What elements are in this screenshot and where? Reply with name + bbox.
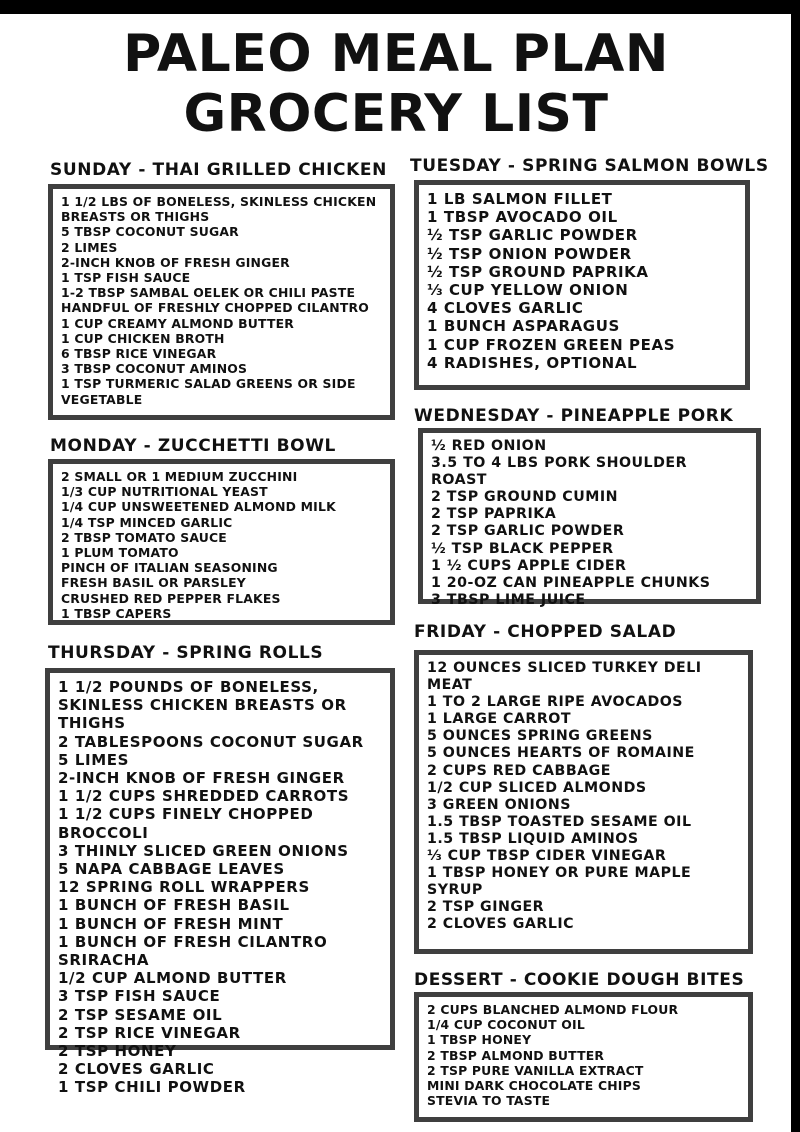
- friday-heading: FRIDAY - CHOPPED SALAD: [414, 622, 677, 642]
- list-item: 1 20-OZ CAN PINEAPPLE CHUNKS: [431, 574, 711, 591]
- list-item: 1 TBSP HONEY: [427, 1032, 532, 1048]
- list-item: 1 1/2 CUPS FINELY CHOPPED BROCCOLI: [58, 805, 314, 842]
- list-item: 1 1/2 LBS OF BONELESS, SKINLESS CHICKEN BREASTS OR THIGHS: [61, 194, 377, 225]
- list-item: 2 TSP GINGER: [427, 899, 545, 916]
- list-item: 5 TBSP COCONUT SUGAR: [61, 224, 239, 240]
- sunday-list: [61, 194, 382, 407]
- thursday-list-box: [45, 668, 395, 1097]
- list-item: CRUSHED RED PEPPER FLAKES: [61, 590, 281, 606]
- list-item: 2 SMALL OR 1 MEDIUM ZUCCHINI: [61, 469, 298, 484]
- list-item: 2-INCH KNOB OF FRESH GINGER: [58, 769, 345, 788]
- tuesday-heading: TUESDAY - SPRING SALMON BOWLS: [410, 156, 769, 176]
- list-item: 1.5 TBSP LIQUID AMINOS: [427, 830, 639, 847]
- list-item: ½ TSP BLACK PEPPER: [431, 540, 614, 557]
- list-item: MINI DARK CHOCOLATE CHIPS: [427, 1078, 642, 1094]
- list-item: 1 PLUM TOMATO: [61, 545, 179, 561]
- list-item: 3 TBSP COCONUT AMINOS: [61, 361, 248, 377]
- list-item: STEVIA TO TASTE: [427, 1093, 551, 1109]
- list-item: 2 TSP GROUND CUMIN: [431, 489, 618, 506]
- list-item: 12 SPRING ROLL WRAPPERS: [58, 878, 310, 897]
- list-item: 1 CUP CHICKEN BROTH: [61, 330, 225, 346]
- list-item: 1 TSP TURMERIC SALAD GREENS OR SIDE VEGETABLE: [61, 376, 356, 407]
- list-item: FRESH BASIL OR PARSLEY: [61, 575, 246, 591]
- list-item: 1 BUNCH ASPARAGUS: [427, 317, 620, 336]
- list-item: 3 GREEN ONIONS: [427, 796, 571, 813]
- list-item: 2 CUPS BLANCHED ALMOND FLOUR: [427, 1002, 679, 1017]
- list-item: ⅓ CUP YELLOW ONION: [427, 281, 629, 300]
- list-item: 3 THINLY SLICED GREEN ONIONS: [58, 841, 349, 860]
- list-item: 2 TSP PURE VANILLA EXTRACT: [427, 1062, 644, 1078]
- list-item: 1/2 CUP ALMOND BUTTER: [58, 969, 287, 988]
- list-item: 5 OUNCES HEARTS OF ROMAINE: [427, 745, 695, 762]
- list-item: 1 LB SALMON FILLET: [427, 190, 613, 208]
- tuesday-list-box: [414, 180, 750, 390]
- dessert-list: [427, 1002, 740, 1108]
- list-item: 1 BUNCH OF FRESH CILANTRO: [58, 932, 328, 951]
- list-item: ½ TSP GROUND PAPRIKA: [427, 262, 649, 281]
- list-item: 2 TSP PAPRIKA: [431, 506, 557, 523]
- tuesday-list: [427, 190, 737, 372]
- right-border: [791, 0, 800, 1132]
- list-item: 1 ½ CUPS APPLE CIDER: [431, 557, 627, 574]
- wednesday-list: [431, 438, 748, 609]
- list-item: 1/4 TSP MINCED GARLIC: [61, 514, 233, 530]
- list-item: 1 BUNCH OF FRESH MINT: [58, 914, 284, 933]
- thursday-list: [58, 678, 382, 1097]
- wednesday-heading: WEDNESDAY - PINEAPPLE PORK: [414, 406, 734, 426]
- friday-list: [427, 660, 740, 934]
- list-item: PINCH OF ITALIAN SEASONING: [61, 560, 278, 576]
- list-item: 1 TO 2 LARGE RIPE AVOCADOS: [427, 694, 684, 711]
- list-item: 1 TBSP HONEY OR PURE MAPLE SYRUP: [427, 865, 692, 899]
- list-item: 2 CUPS RED CABBAGE: [427, 762, 611, 779]
- monday-heading: MONDAY - ZUCCHETTI BOWL: [50, 436, 336, 456]
- list-item: 5 NAPA CABBAGE LEAVES: [58, 860, 285, 879]
- list-item: 1 LARGE CARROT: [427, 711, 572, 728]
- list-item: 1 CUP FROZEN GREEN PEAS: [427, 335, 676, 354]
- list-item: 1.5 TBSP TOASTED SESAME OIL: [427, 813, 692, 830]
- list-item: 2 TBSP ALMOND BUTTER: [427, 1047, 605, 1063]
- list-item: 2 CLOVES GARLIC: [58, 1060, 215, 1079]
- title-line-2: GROCERY LIST: [183, 84, 609, 144]
- thursday-heading: THURSDAY - SPRING ROLLS: [48, 643, 324, 663]
- list-item: 2 TSP HONEY: [58, 1042, 177, 1061]
- list-item: 4 CLOVES GARLIC: [427, 299, 584, 318]
- list-item: ⅓ CUP TBSP CIDER VINEGAR: [427, 848, 667, 865]
- list-item: 4 RADISHES, OPTIONAL: [427, 353, 638, 372]
- list-item: 2 TABLESPOONS COCONUT SUGAR: [58, 732, 364, 751]
- list-item: 1-2 TBSP SAMBAL OELEK OR CHILI PASTE: [61, 285, 356, 301]
- list-item: 1 1/2 CUPS SHREDDED CARROTS: [58, 787, 350, 806]
- list-item: 2 TBSP TOMATO SAUCE: [61, 529, 227, 545]
- list-item: 2 TSP SESAME OIL: [58, 1005, 223, 1024]
- list-item: 2 LIMES: [61, 239, 118, 255]
- list-item: 6 TBSP RICE VINEGAR: [61, 346, 217, 362]
- list-item: 3 TSP FISH SAUCE: [58, 987, 221, 1006]
- list-item: 2 TSP GARLIC POWDER: [431, 523, 625, 540]
- top-border: [0, 0, 800, 14]
- list-item: 2-INCH KNOB OF FRESH GINGER: [61, 254, 290, 270]
- list-item: 1/4 CUP UNSWEETENED ALMOND MILK: [61, 499, 336, 515]
- friday-list-box: [414, 650, 753, 954]
- list-item: ½ TSP ONION POWDER: [427, 244, 632, 263]
- list-item: 1 TSP FISH SAUCE: [61, 270, 191, 286]
- monday-list-box: [48, 459, 395, 625]
- list-item: 3 TBSP LIME JUICE: [431, 591, 586, 608]
- list-item: 1 TBSP AVOCADO OIL: [427, 208, 618, 227]
- list-item: 1 1/2 POUNDS OF BONELESS, SKINLESS CHICKEN BREASTS OR THIGHS: [58, 678, 347, 733]
- list-item: 1 CUP CREAMY ALMOND BUTTER: [61, 315, 295, 331]
- dessert-heading: DESSERT - COOKIE DOUGH BITES: [414, 970, 745, 990]
- list-item: 1 TBSP CAPERS: [61, 605, 172, 621]
- list-item: 1 BUNCH OF FRESH BASIL: [58, 896, 290, 915]
- monday-list: [61, 469, 382, 621]
- list-item: ½ RED ONION: [431, 438, 547, 454]
- list-item: 5 OUNCES SPRING GREENS: [427, 728, 653, 745]
- list-item: 1/3 CUP NUTRITIONAL YEAST: [61, 484, 268, 500]
- dessert-list-box: [414, 992, 753, 1122]
- list-item: 2 CLOVES GARLIC: [427, 916, 575, 933]
- list-item: SRIRACHA: [58, 951, 150, 970]
- page-title: [0, 24, 792, 144]
- title-line-1: PALEO MEAL PLAN: [123, 24, 669, 84]
- sunday-list-box: [48, 184, 395, 420]
- list-item: 5 LIMES: [58, 750, 129, 769]
- list-item: 2 TSP RICE VINEGAR: [58, 1023, 241, 1042]
- wednesday-list-box: [418, 428, 761, 608]
- list-item: 12 OUNCES SLICED TURKEY DELI MEAT: [427, 660, 702, 694]
- list-item: 1/2 CUP SLICED ALMONDS: [427, 779, 647, 796]
- list-item: 3.5 TO 4 LBS PORK SHOULDER ROAST: [431, 455, 687, 489]
- list-item: 1/4 CUP COCONUT OIL: [427, 1017, 585, 1033]
- list-item: HANDFUL OF FRESHLY CHOPPED CILANTRO: [61, 300, 369, 316]
- list-item: ½ TSP GARLIC POWDER: [427, 226, 638, 245]
- list-item: 1 TSP CHILI POWDER: [58, 1078, 246, 1097]
- sunday-heading: SUNDAY - THAI GRILLED CHICKEN: [50, 160, 387, 180]
